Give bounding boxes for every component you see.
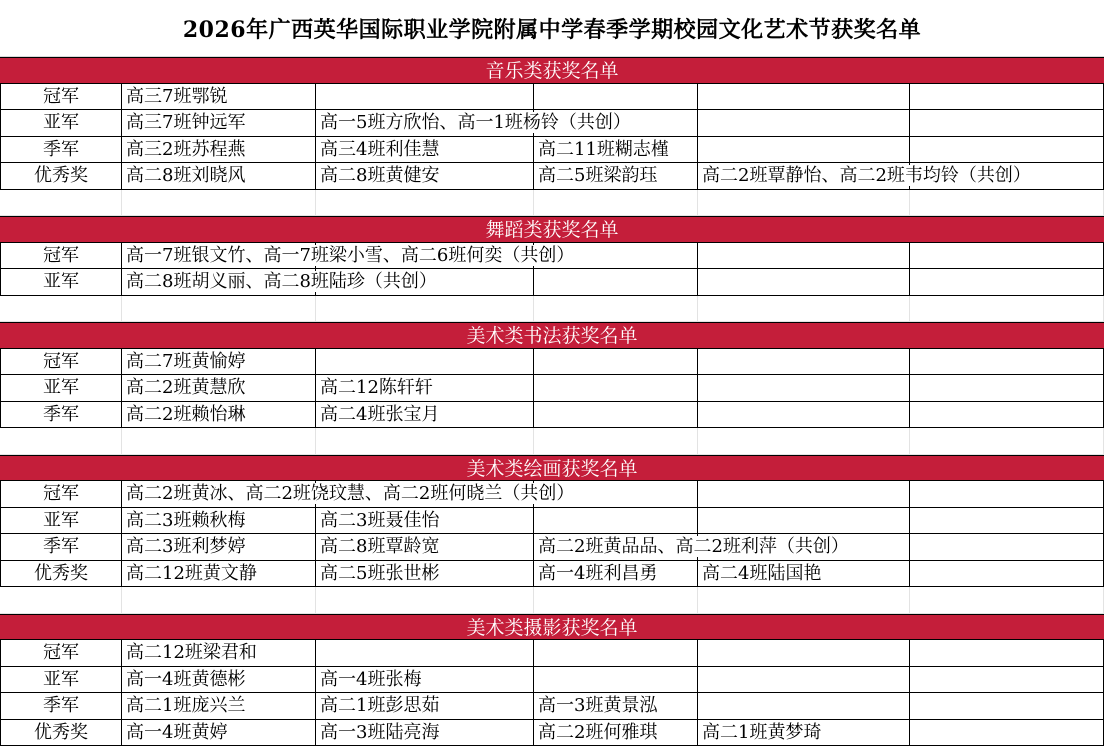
winner-name: 高二3班利梦婷	[126, 536, 246, 557]
winner-cell[interactable]	[534, 667, 698, 694]
winner-cell[interactable]	[910, 667, 1104, 694]
empty-row	[0, 428, 1104, 455]
winner-cell[interactable]	[698, 720, 910, 747]
winner-name: 高二1班黄梦琦	[702, 721, 822, 743]
empty-cell[interactable]	[122, 190, 316, 217]
award-cell[interactable]: 优秀奖	[0, 163, 122, 190]
empty-row	[0, 296, 1104, 323]
winner-cell[interactable]	[122, 693, 316, 720]
empty-cell[interactable]	[316, 296, 534, 323]
winner-cell[interactable]	[534, 561, 698, 588]
award-cell[interactable]: 冠军	[0, 640, 122, 667]
empty-cell[interactable]	[0, 190, 122, 217]
winner-name: 高二8班胡义丽、高二8班陆珍（共创）	[126, 271, 437, 292]
table-row	[0, 269, 1104, 296]
winner-cell[interactable]	[316, 375, 534, 402]
winner-cell[interactable]	[534, 84, 698, 111]
winner-cell[interactable]	[534, 349, 698, 376]
winner-cell[interactable]	[698, 349, 910, 376]
winner-cell[interactable]	[122, 481, 575, 508]
winner-name: 高二2班黄冰、高二2班饶玟慧、高二2班何晓兰（共创）	[126, 483, 575, 504]
winner-cell[interactable]	[534, 163, 698, 190]
winner-name: 高二7班黄愉婷	[126, 350, 246, 372]
winner-cell[interactable]	[698, 402, 910, 429]
section-header[interactable]: 美术类摄影获奖名单	[0, 614, 1104, 641]
winner-cell[interactable]	[316, 137, 534, 164]
winner-cell[interactable]	[910, 402, 1104, 429]
winner-cell[interactable]	[910, 640, 1104, 667]
winner-cell[interactable]	[698, 667, 910, 694]
table-row	[0, 163, 1104, 190]
award-cell[interactable]: 季军	[0, 137, 122, 164]
winner-cell[interactable]	[698, 481, 910, 508]
winner-cell[interactable]	[122, 110, 316, 137]
winner-cell[interactable]	[122, 667, 316, 694]
winner-cell[interactable]	[910, 243, 1104, 270]
winner-cell[interactable]	[534, 693, 698, 720]
winner-cell[interactable]	[910, 269, 1104, 296]
award-cell[interactable]: 亚军	[0, 269, 122, 296]
winner-cell[interactable]	[698, 693, 910, 720]
award-cell[interactable]: 亚军	[0, 110, 122, 137]
winner-name: 高一4班利昌勇	[538, 562, 658, 584]
table-row	[0, 137, 1104, 164]
winner-cell[interactable]	[316, 110, 631, 137]
winner-cell[interactable]	[122, 640, 316, 667]
winner-name: 高二2班黄慧欣	[126, 377, 246, 398]
winner-cell[interactable]	[316, 349, 534, 376]
winner-cell[interactable]	[122, 402, 316, 429]
winner-name: 高三7班钟远军	[126, 112, 246, 133]
table-row	[0, 84, 1104, 111]
winner-name: 高三7班鄂锐	[126, 85, 228, 107]
empty-cell[interactable]	[316, 587, 534, 614]
empty-cell[interactable]	[910, 587, 1104, 614]
winner-name: 高二8班覃龄宽	[320, 536, 440, 557]
table-row	[0, 481, 1104, 508]
winner-name: 高二3班聂佳怡	[320, 509, 440, 531]
table-row	[0, 720, 1104, 747]
winner-name: 高二2班黄品品、高二2班利萍（共创）	[538, 536, 849, 557]
winner-cell[interactable]	[122, 84, 316, 111]
empty-cell[interactable]	[910, 190, 1104, 217]
winner-cell[interactable]	[534, 720, 698, 747]
table-row	[0, 402, 1104, 429]
winner-name: 高二2班赖怡琳	[126, 403, 246, 425]
winner-name: 高二8班刘晓风	[126, 165, 246, 186]
award-cell[interactable]: 季军	[0, 534, 122, 561]
winner-cell[interactable]	[910, 693, 1104, 720]
award-cell[interactable]: 季军	[0, 402, 122, 429]
winner-cell[interactable]	[534, 508, 698, 535]
table-row	[0, 667, 1104, 694]
winner-cell[interactable]	[910, 84, 1104, 111]
winner-name: 高一5班方欣怡、高一1班杨铃（共创）	[320, 112, 631, 133]
winner-cell[interactable]	[698, 243, 910, 270]
winner-name: 高二2班何雅琪	[538, 721, 658, 743]
table-row	[0, 693, 1104, 720]
winner-cell[interactable]	[910, 349, 1104, 376]
empty-cell[interactable]	[122, 587, 316, 614]
empty-cell[interactable]	[122, 296, 316, 323]
award-cell[interactable]: 冠军	[0, 243, 122, 270]
winner-cell[interactable]	[910, 481, 1104, 508]
winner-cell[interactable]	[910, 137, 1104, 164]
winner-name: 高二11班糊志槿	[538, 138, 669, 160]
empty-cell[interactable]	[698, 587, 910, 614]
winner-cell[interactable]	[316, 508, 534, 535]
empty-cell[interactable]	[316, 428, 534, 455]
winner-cell[interactable]	[698, 163, 1031, 190]
winner-name: 高一3班黄景泓	[538, 695, 658, 716]
table-row	[0, 375, 1104, 402]
winner-cell[interactable]	[316, 720, 534, 747]
empty-cell[interactable]	[910, 428, 1104, 455]
winner-cell[interactable]	[698, 269, 910, 296]
award-cell[interactable]: 优秀奖	[0, 561, 122, 588]
award-cell[interactable]: 季军	[0, 693, 122, 720]
winner-cell[interactable]	[316, 402, 534, 429]
award-cell[interactable]: 冠军	[0, 84, 122, 111]
section-header[interactable]: 音乐类获奖名单	[0, 57, 1104, 84]
winner-cell[interactable]	[910, 375, 1104, 402]
winner-cell[interactable]	[534, 269, 698, 296]
table-row	[0, 110, 1104, 137]
winner-cell[interactable]	[122, 269, 437, 296]
empty-cell[interactable]	[910, 296, 1104, 323]
sheet-title[interactable]: 2026年广西英华国际职业学院附属中学春季学期校园文化艺术节获奖名单	[0, 0, 1104, 57]
table-row	[0, 243, 1104, 270]
winner-cell[interactable]	[910, 720, 1104, 747]
winner-cell[interactable]	[316, 561, 534, 588]
winner-cell[interactable]	[122, 349, 316, 376]
winner-name: 高二4班陆国艳	[702, 562, 822, 584]
winner-name: 高一7班银文竹、高一7班梁小雪、高二6班何奕（共创）	[126, 244, 575, 266]
winner-cell[interactable]	[698, 110, 910, 137]
winner-cell[interactable]	[910, 561, 1104, 588]
winner-cell[interactable]	[534, 534, 849, 561]
empty-cell[interactable]	[0, 428, 122, 455]
winner-name: 高三4班利佳慧	[320, 138, 440, 160]
winner-cell[interactable]	[534, 402, 698, 429]
winner-cell[interactable]	[698, 508, 910, 535]
winner-cell[interactable]	[534, 640, 698, 667]
winner-cell[interactable]	[122, 720, 316, 747]
winner-cell[interactable]	[910, 534, 1104, 561]
award-cell[interactable]: 亚军	[0, 508, 122, 535]
winner-cell[interactable]	[910, 508, 1104, 535]
winner-cell[interactable]	[910, 110, 1104, 137]
winner-name: 高二3班赖秋梅	[126, 509, 246, 531]
section-header[interactable]: 舞蹈类获奖名单	[0, 216, 1104, 243]
empty-cell[interactable]	[534, 587, 698, 614]
winner-name: 高二12班梁君和	[126, 642, 257, 663]
winner-name: 高一4班黄德彬	[126, 668, 246, 690]
winner-name: 高二12陈轩轩	[320, 377, 433, 398]
empty-cell[interactable]	[698, 296, 910, 323]
table-row	[0, 534, 1104, 561]
winner-name: 高二5班张世彬	[320, 562, 440, 584]
table-row	[0, 349, 1104, 376]
winner-cell[interactable]	[122, 163, 316, 190]
winner-name: 高二8班黄健安	[320, 165, 440, 186]
empty-cell[interactable]	[0, 296, 122, 323]
winner-name: 高二12班黄文静	[126, 562, 257, 584]
winner-cell[interactable]	[698, 640, 910, 667]
winner-cell[interactable]	[316, 163, 534, 190]
empty-cell[interactable]	[316, 190, 534, 217]
winner-cell[interactable]	[698, 137, 910, 164]
empty-cell[interactable]	[0, 587, 122, 614]
winner-cell[interactable]	[122, 508, 316, 535]
winner-cell[interactable]	[122, 243, 575, 270]
table-row	[0, 640, 1104, 667]
award-cell[interactable]: 冠军	[0, 481, 122, 508]
table-row	[0, 561, 1104, 588]
winner-name: 高二2班覃静怡、高二2班韦均铃（共创）	[702, 165, 1031, 186]
empty-cell[interactable]	[122, 428, 316, 455]
winner-name: 高三2班苏程燕	[126, 138, 246, 160]
empty-cell[interactable]	[698, 428, 910, 455]
empty-cell[interactable]	[534, 190, 698, 217]
winner-cell[interactable]	[122, 561, 316, 588]
table-row	[0, 508, 1104, 535]
winner-name: 高二1班彭思茹	[320, 695, 440, 716]
section-header[interactable]: 美术类书法获奖名单	[0, 322, 1104, 349]
winner-name: 高一3班陆亮海	[320, 721, 440, 743]
winner-cell[interactable]	[316, 534, 534, 561]
winner-name: 高一4班黄婷	[126, 721, 228, 743]
winner-cell[interactable]	[316, 84, 534, 111]
winner-cell[interactable]	[122, 375, 316, 402]
empty-cell[interactable]	[534, 296, 698, 323]
winner-cell[interactable]	[122, 137, 316, 164]
section-header[interactable]: 美术类绘画获奖名单	[0, 455, 1104, 482]
award-cell[interactable]: 亚军	[0, 375, 122, 402]
winner-name: 高二1班庞兴兰	[126, 695, 246, 716]
award-cell[interactable]: 亚军	[0, 667, 122, 694]
empty-cell[interactable]	[698, 190, 910, 217]
winner-cell[interactable]	[316, 640, 534, 667]
award-cell[interactable]: 冠军	[0, 349, 122, 376]
winner-cell[interactable]	[698, 561, 910, 588]
winner-cell[interactable]	[534, 137, 698, 164]
winner-cell[interactable]	[698, 375, 910, 402]
winner-cell[interactable]	[316, 667, 534, 694]
award-cell[interactable]: 优秀奖	[0, 720, 122, 747]
winner-name: 高二5班梁韵珏	[538, 165, 658, 186]
empty-cell[interactable]	[534, 428, 698, 455]
winner-cell[interactable]	[122, 534, 316, 561]
winner-name: 高二4班张宝月	[320, 403, 440, 425]
winner-name: 高一4班张梅	[320, 668, 422, 690]
empty-row	[0, 587, 1104, 614]
empty-row	[0, 190, 1104, 217]
winner-cell[interactable]	[698, 84, 910, 111]
winner-cell[interactable]	[316, 693, 534, 720]
winner-cell[interactable]	[534, 375, 698, 402]
